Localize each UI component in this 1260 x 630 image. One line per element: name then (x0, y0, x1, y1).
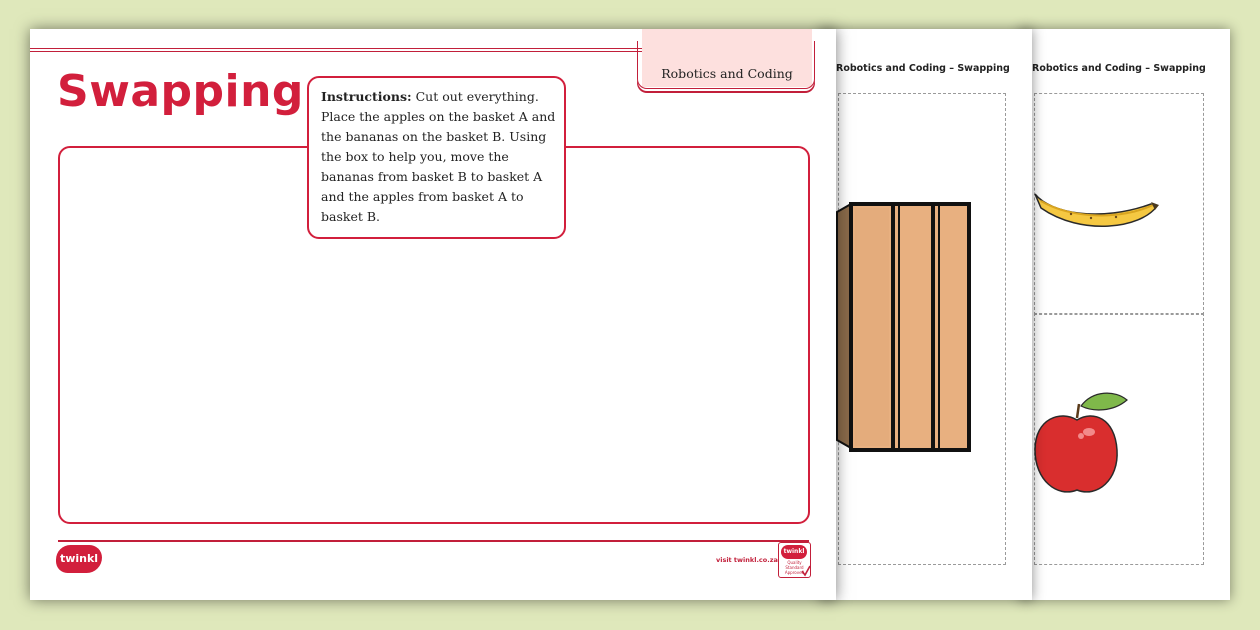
top-rule (30, 48, 642, 49)
check-icon (801, 565, 811, 577)
worksheet-page-fruit-cutouts (1020, 29, 1230, 600)
worksheet-page-box-cutout (820, 29, 1032, 600)
top-rule-2 (30, 51, 642, 52)
cutout-card-box (838, 93, 1006, 565)
subject-tab-label: Robotics and Coding (661, 66, 793, 81)
instructions-text: Cut out everything. Place the apples on the basket A and the bananas on the basket B. Using the box to help you, move the bananas from basket B to basket A and the apples from basket A to basket B. (321, 89, 556, 224)
footer-rule (58, 540, 809, 542)
visit-link-text: visit twinkl.co.za (716, 556, 778, 564)
subject-tab-frame (637, 41, 815, 89)
badge-text: Quality Standard Approved (784, 560, 805, 575)
page-header: Robotics and Coding – Swapping (1032, 63, 1206, 74)
instructions-box (307, 76, 566, 239)
banana-icon (1031, 174, 1161, 244)
badge-logo: twinkl (781, 545, 807, 559)
apple-icon (1031, 384, 1141, 504)
page-header: Robotics and Coding – Swapping (836, 63, 1010, 74)
cutout-card-apple (1034, 313, 1204, 565)
cutout-card-banana (1034, 93, 1204, 315)
wooden-box-icon (833, 202, 973, 452)
twinkl-logo: twinkl (56, 545, 102, 573)
instructions-label: Instructions: (321, 89, 412, 104)
page-title: Swapping (57, 66, 304, 117)
worksheet-page-swapping (30, 29, 836, 600)
quality-badge (778, 542, 811, 578)
